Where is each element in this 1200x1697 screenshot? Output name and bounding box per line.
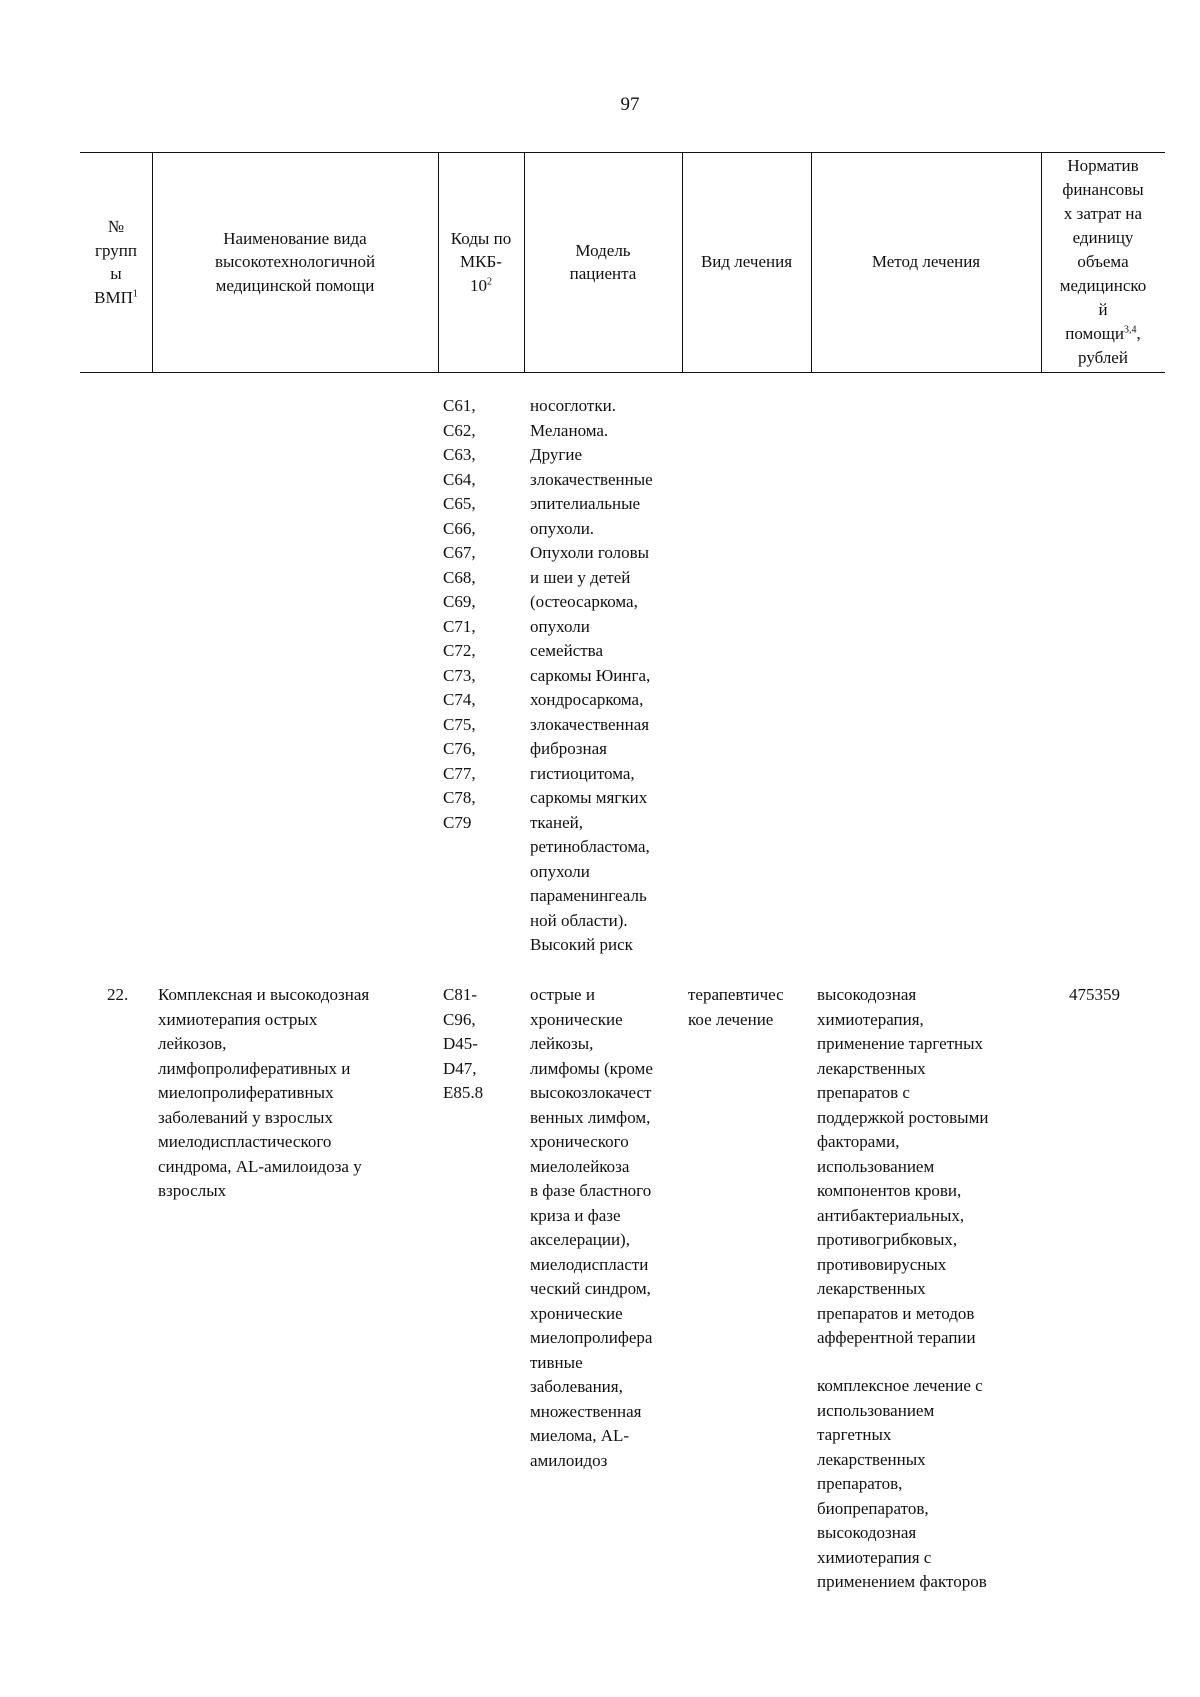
header-name: Наименование вида высокотехнологичной медицинской помощи — [214, 228, 376, 295]
header-codes: Коды по МКБ- $10^2$ — [450, 228, 512, 295]
continuation-patient-model: носоглотки. Меланома. Другие злокачественные эпителиальные опухоли. Опухоли головы и шеи у детей (остеосаркома, опухоли семейства саркомы Юинга, хондросаркома, злокачественная фиброзная гистиоцитома, саркомы мягких тканей, ретинобластома, опухоли параменингеаль ной области). Высокий риск — [530, 396, 653, 954]
row-22-patient-model: острые и хронические лейкозы, лимфомы (кроме высокозлокачест венных лимфом, хронического миелолейкоза в фазе бластного криза и фазе акселерации), миелодиспласти ческий синдром, хронические миелопролифера тивные заболевания, множественная миелома, AL- амилоидоз — [530, 985, 653, 1470]
row-22-method-2: комплексное лечение с использованием таргетных лекарственных препаратов, биопрепаратов, высокодозная химиотерапия с применением факторов — [817, 1376, 987, 1591]
row-22-name: Комплексная и высокодозная химиотерапия острых лейкозов, лимфопролиферативных и миелопролиферативных заболеваний у взрослых миелодиспластического синдрома, AL-амилоидоза у взрослых — [158, 985, 370, 1200]
row-22-cost: 475359 — [1069, 985, 1120, 1004]
header-treatment-type: Вид лечения — [700, 252, 793, 272]
page-number: 97 — [620, 94, 640, 115]
header-patient-model: Модель пациента — [569, 240, 637, 283]
header-bottom-border — [80, 372, 1165, 373]
header-cost-standard: Норматив финансовы х затрат на единицу объема медицинско й помощи$^{3,4}$, рублей — [1059, 156, 1147, 367]
row-22-number: 22. — [107, 985, 129, 1004]
row-22-treatment-type: терапевтичес кое лечение — [688, 985, 784, 1029]
row-22-method-1: высокодозная химиотерапия, применение таргетных лекарственных препаратов с поддержкой ростовыми факторами, использованием компонентов крови, антибактериальных, противогрибковых, противовирусных лекарственных препаратов и методов афферентной терапии — [817, 985, 989, 1347]
row-22-codes: C81- C96, D45- D47, E85.8 — [443, 985, 484, 1102]
header-treatment-method: Метод лечения — [871, 252, 981, 272]
header-group-number: № групп ы ВМП$^1$ — [94, 217, 138, 307]
continuation-codes: C61, C62, C63, C64, C65, C66, C67, C68, C69, C71, C72, C73, C74, C75, C76, C77, C78, C79 — [443, 396, 476, 832]
